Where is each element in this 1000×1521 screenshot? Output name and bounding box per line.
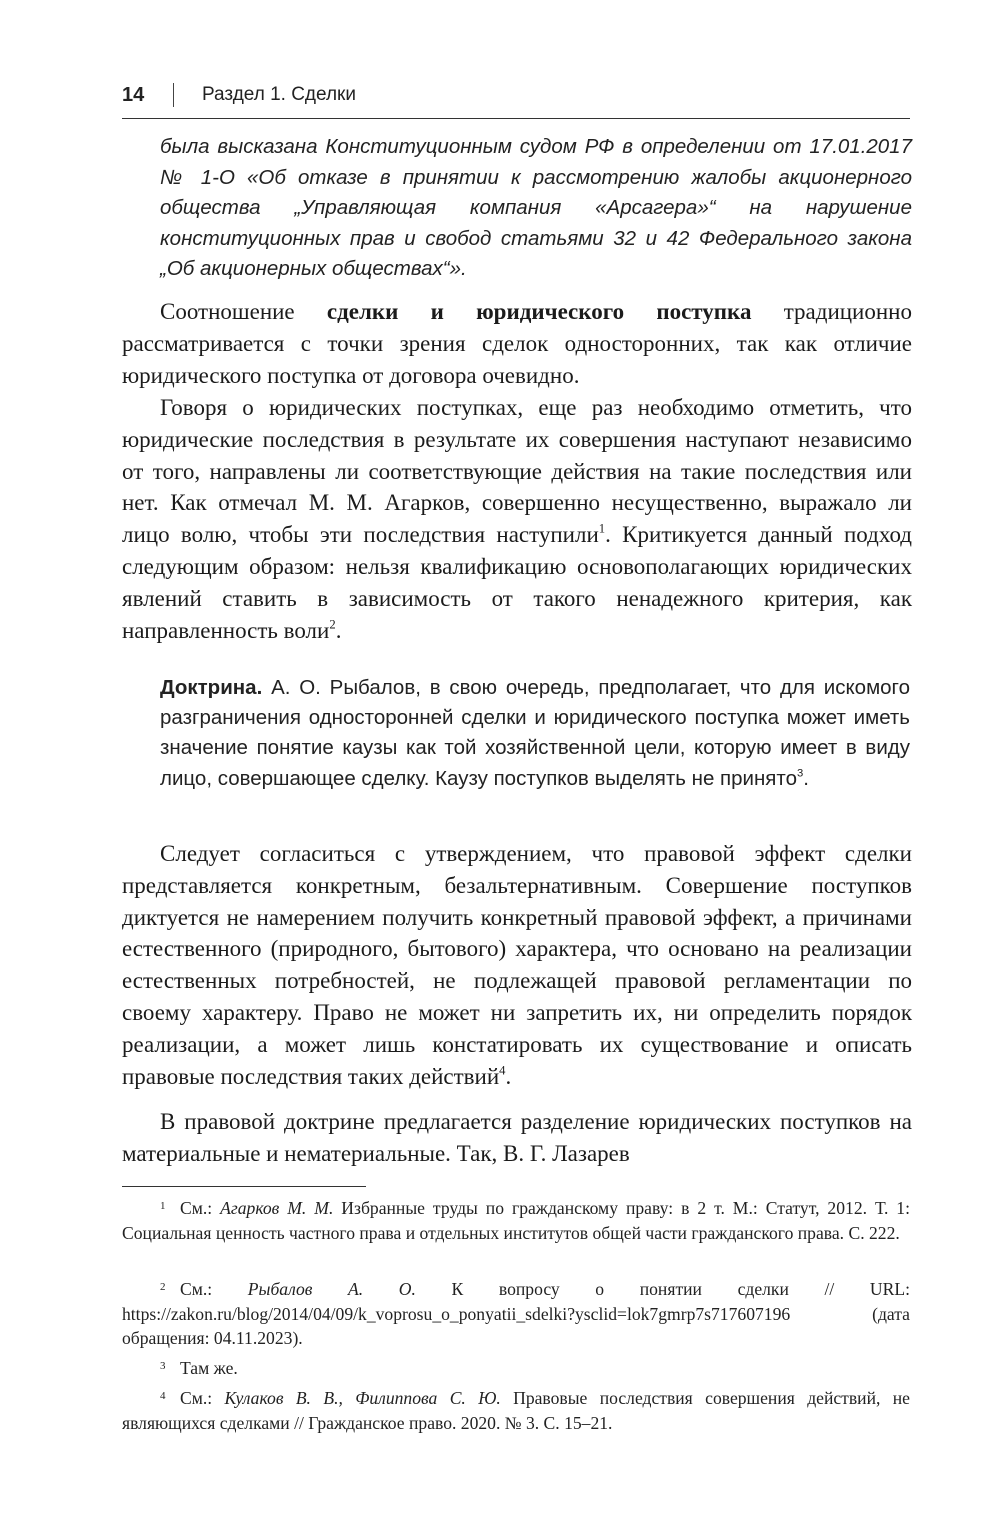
p1-after: традиционно рассматривается с точки зрения сделок односторонних, так как отличие юридического поступка от договора очевидно. (122, 299, 912, 388)
footnote-2-text[interactable]: К вопросу о понятии сделки // URL: https://zakon.ru/blog/2014/04/09/k_voprosu_o_ponyatii_sdelki?ysclid=lok7gmrp7s717607196 (дата обращения: 04.11.2023). (122, 1279, 910, 1348)
footnote-1-author: Агарков М. М. (220, 1198, 334, 1218)
footnote-1: 1 См.: Агарков М. М. Избранные труды по гражданскому праву: в 2 т. М.: Статут, 2012. Т. 1: Социальная ценность частного права и отдельных институтов общей части гражданского права. С. 222. (122, 1198, 910, 1243)
paragraph-1 (122, 296, 912, 391)
section-title: Раздел 1. Сделки (202, 84, 356, 105)
p3-text: Следует согласиться с утверждением, что правовой эффект сделки представляется конкретным, безальтернативным. Совершение поступков диктуется не намерением получить конкретный правовой эффект, а причинами естественного (природного, бытового) характера, что основано на реализации естественных потребностей, не подлежащей правовой регламентации по своему характеру. Право не может ни запретить их, ни определить порядок реализации, а может лишь констатировать их существование и описать правовые последствия таких действий (122, 841, 912, 1089)
italic-quote-text: была высказана Конституционным судом РФ в определении от 17.01.2017 № 1-О «Об отказе в принятии к рассмотрению жалобы акционерного общества „Управляющая компания «Арсагера»“ на нарушение конституционных прав и свобод статьями 32 и 42 Федерального закона „Об акционерных обществах“». (160, 135, 912, 280)
paragraph-3 (122, 838, 912, 1092)
paragraph-4 (122, 1106, 912, 1170)
footnote-ref-1[interactable]: 1 (598, 521, 606, 536)
footnote-ref-3[interactable]: 3 (796, 767, 804, 780)
p2-part3: . (335, 617, 342, 643)
p2-part1: Говоря о юридических поступках, еще раз необходимо отметить, что юридические последствия в результате их совершения наступают независимо от того, направлены ли соответствующие действия на такие последствия или нет. Как отмечал М. М. Агарков, совершенно несущественно, выражало ли лицо волю, чтобы эти последствия наступили (122, 395, 912, 548)
header-separator (173, 83, 174, 107)
running-header (122, 84, 910, 114)
doctrine-label: Доктрина. (160, 676, 263, 699)
footnote-1-text: Избранные труды по гражданскому праву: в 2 т. М.: Статут, 2012. Т. 1: Социальная ценность частного права и отдельных институтов общей части гражданского права. С. 222. (122, 1198, 910, 1243)
p1-before: Соотношение (160, 299, 327, 324)
footnote-3-text: Там же. (180, 1358, 238, 1378)
doctrine-end: . (803, 766, 809, 790)
footnote-3: 3 Там же. (160, 1358, 238, 1378)
page-number: 14 (122, 84, 145, 106)
p4-text: В правовой доктрине предлагается разделение юридических поступков на материальные и нематериальные. Так, В. Г. Лазарев (122, 1109, 912, 1166)
doctrine-block (160, 673, 910, 794)
footnote-rule (122, 1186, 366, 1187)
footnote-4-author: Кулаков В. В., Филиппова С. Ю. (224, 1388, 501, 1408)
footnote-1-prefix: См.: (180, 1198, 221, 1218)
footnote-2: 2 См.: Рыбалов А. О. К вопросу о понятии сделки // URL: https://zakon.ru/blog/2014/04/09/k_voprosu_o_ponyatii_sdelki?ysclid=lok7gmrp7s717607196 (дата обращения: 04.11.2023). (122, 1279, 910, 1348)
footnote-2-prefix: См.: (180, 1279, 248, 1299)
footnote-4-text: Правовые последствия совершения действий, не являющихся сделками // Гражданское право. 2020. № 3. С. 15–21. (122, 1388, 910, 1433)
doctrine-text: А. О. Рыбалов, в свою очередь, предполагает, что для искомого разграничения односторонней сделки и юридического поступка может иметь значение понятие каузы как той хозяйственной цели, которую имеет в виду лицо, совершающее сделку. Каузу поступков выделять не принято (160, 676, 910, 790)
p3-end: . (505, 1063, 512, 1089)
p1-bold-term: сделки и юридического поступка (326, 299, 752, 324)
p2-part2: . Критикуется данный подход следующим образом: нельзя квалификацию основополагающих юридических явлений ставить в зависимость от такого ненадежного критерия, как направленность воли (122, 522, 913, 643)
footnote-4: 4 См.: Кулаков В. В., Филиппова С. Ю. Правовые последствия совершения действий, не являющихся сделками // Гражданское право. 2020. № 3. С. 15–21. (122, 1388, 910, 1433)
footnote-ref-4[interactable]: 4 (499, 1063, 506, 1078)
paragraph-2 (122, 392, 912, 646)
footnote-ref-2[interactable]: 2 (329, 617, 336, 632)
header-rule (122, 118, 910, 119)
footnote-4-prefix: См.: (180, 1388, 225, 1408)
footnote-2-author: Рыбалов А. О. (247, 1279, 416, 1299)
italic-quote-block (160, 132, 912, 285)
